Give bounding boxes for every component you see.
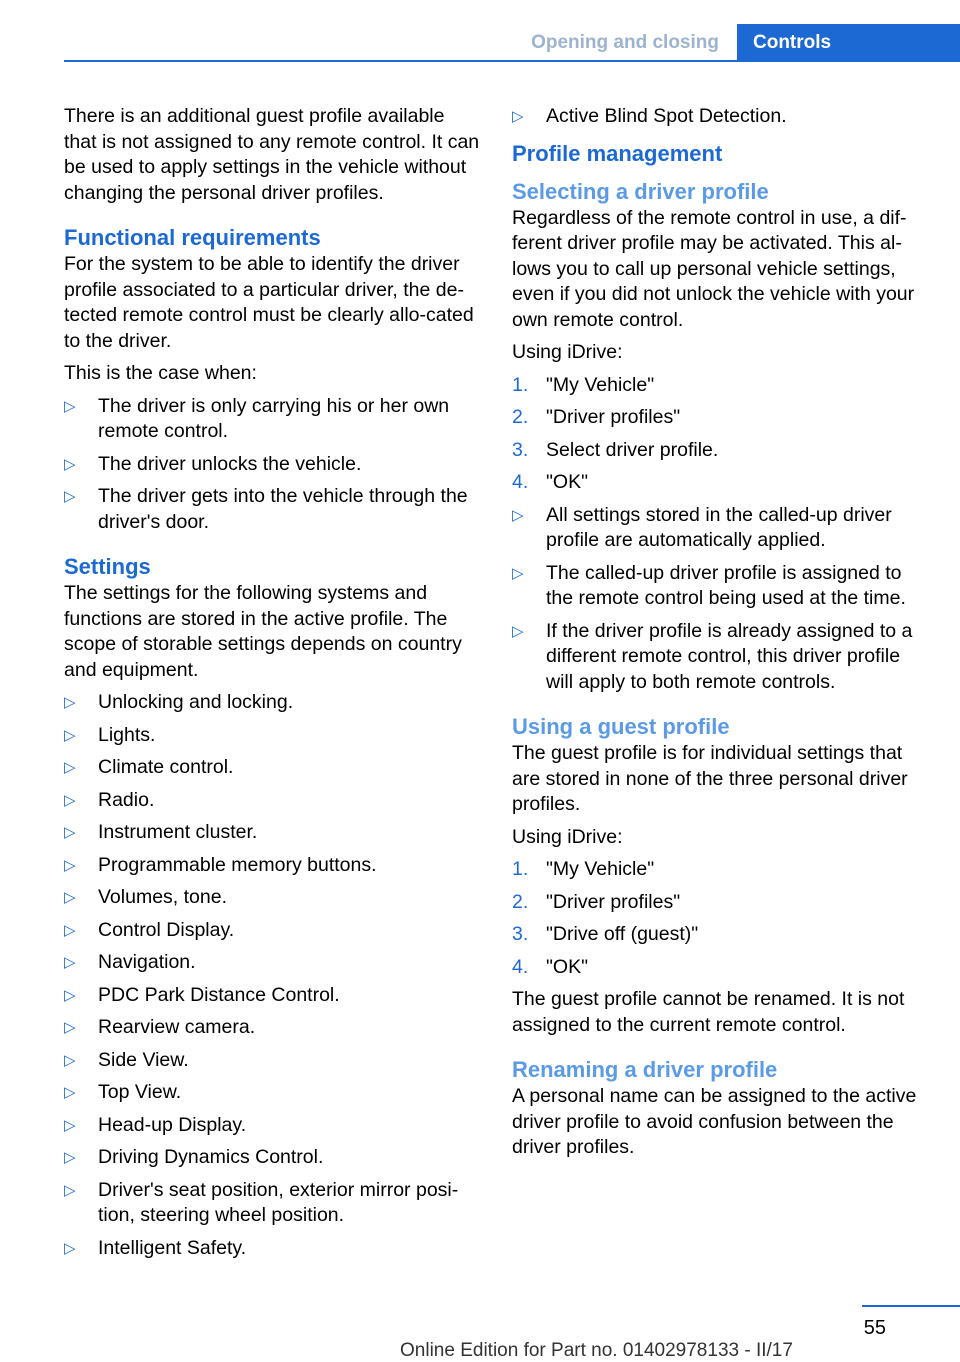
triangle-bullet-icon: ▷ [64,488,76,505]
triangle-bullet-icon: ▷ [64,726,76,744]
step-text: "Driver profiles" [546,406,681,428]
list-item-text: Control Display. [98,918,235,941]
list-item [64,788,482,814]
triangle-bullet-icon: ▷ [64,1051,76,1069]
step-item [512,955,928,981]
list-item [512,503,928,554]
triangle-bullet-icon: ▷ [64,1149,76,1166]
triangle-bullet-icon: ▷ [512,564,524,582]
section-title: Opening and closing [531,32,719,53]
triangle-bullet-icon: ▷ [64,791,76,809]
list-item [64,950,482,976]
list-item [64,1015,482,1041]
list-item-text: Active Blind Spot Detection. [546,105,787,127]
triangle-bullet-icon: ▷ [64,889,76,906]
triangle-bullet-icon: ▷ [64,759,76,776]
guest-profile-note: The guest profile cannot be renamed. It is not assigned to the current remote control. [512,988,905,1036]
step-number: 1. [512,858,529,880]
triangle-bullet-icon: ▷ [64,1019,76,1036]
step-text: "Drive off (guest)" [546,923,699,945]
list-item [64,1178,482,1229]
step-item [512,470,928,496]
list-item-text: Top View. [98,1081,182,1103]
list-item-text: PDC Park Distance Control. [98,983,340,1006]
triangle-bullet-icon: ▷ [64,824,76,841]
step-item [512,890,928,916]
list-item-text: The called-up driver profile is assigned to the remote control being used at the time. [546,561,906,609]
list-item [64,1236,482,1262]
step-number: 3. [512,438,529,461]
left-column [64,104,482,1268]
step-item [512,405,928,431]
triangle-bullet-icon: ▷ [512,622,524,640]
list-item-text: Volumes, tone. [98,886,227,908]
step-number: 3. [512,923,529,945]
page-number: 55 [863,1317,886,1339]
list-item-text: The driver unlocks the vehicle. [98,452,362,475]
settings-body: The settings for the following systems and functions are stored in the active profile. The scope of storable settings depends on country and equipment. [64,582,462,681]
step-text: Select driver profile. [546,438,719,461]
list-item [64,1048,482,1074]
list-item-text: If the driver profile is already assigned to a different remote control, this driver profile will apply to both remote controls. [546,619,913,693]
step-item [512,857,928,883]
list-item-text: Programmable memory buttons. [98,853,377,876]
list-item-text: Rearview camera. [98,1016,256,1038]
step-item [512,373,928,399]
step-text: "OK" [546,955,589,978]
list-item-text: Instrument cluster. [98,821,258,843]
list-item-text: Intelligent Safety. [98,1236,247,1259]
case-intro: This is the case when: [64,362,257,384]
list-item [64,918,482,944]
triangle-bullet-icon: ▷ [64,1084,76,1101]
renaming-body: A personal name can be assigned to the active driver profile to avoid confusion between the driver profiles. [512,1085,917,1158]
list-item [64,755,482,781]
list-item-text: Climate control. [98,756,234,778]
triangle-bullet-icon: ▷ [64,397,76,415]
list-item [64,1113,482,1139]
list-item [64,820,482,846]
list-item [512,561,928,612]
list-item [512,619,928,696]
page-header [0,24,960,62]
header-divider [64,60,960,62]
guest-profile-heading: Using a guest profile [512,714,730,739]
edition-note: Online Edition for Part no. 01402978133 - II/17 [400,1340,793,1361]
step-number: 1. [512,373,529,396]
selecting-body: Regardless of the remote control in use, a dif‐ferent driver profile may be activated. This al‐lows you to call up personal vehicle settings, even if you did not unlock the vehicle with your own remote control. [512,206,915,331]
list-item-text: Unlocking and locking. [98,691,294,713]
triangle-bullet-icon: ▷ [64,694,76,711]
list-item [64,723,482,749]
list-item [64,885,482,911]
step-text: "My Vehicle" [546,858,655,880]
triangle-bullet-icon: ▷ [64,954,76,971]
functional-requirements-heading: Functional requirements [64,225,321,250]
list-item-text: Radio. [98,788,155,811]
intro-paragraph: There is an additional guest profile available that is not assigned to any remote control. It can be used to apply settings in the vehicle without changing the personal driver profiles. [64,105,480,204]
step-text: "Driver profiles" [546,890,681,913]
triangle-bullet-icon: ▷ [64,921,76,939]
step-text: "OK" [546,471,589,493]
triangle-bullet-icon: ▷ [512,108,524,125]
footer-divider [862,1305,960,1307]
chapter-tab: Controls [737,24,960,62]
list-item-text: Navigation. [98,951,196,973]
triangle-bullet-icon: ▷ [512,506,524,524]
using-idrive-label: Using iDrive: [512,341,623,363]
selecting-driver-profile-heading: Selecting a driver profile [512,178,769,204]
triangle-bullet-icon: ▷ [64,1116,76,1134]
renaming-driver-profile-heading: Renaming a driver profile [512,1057,778,1082]
triangle-bullet-icon: ▷ [64,1239,76,1257]
list-item [64,690,482,716]
triangle-bullet-icon: ▷ [64,856,76,874]
step-number: 2. [512,890,529,913]
list-item-text: Lights. [98,723,156,746]
list-item [64,452,482,478]
list-item [64,394,482,445]
list-item [64,1080,482,1106]
settings-heading: Settings [64,554,151,579]
list-item [64,853,482,879]
profile-management-heading: Profile management [512,140,723,166]
list-item-text: Driving Dynamics Control. [98,1146,324,1168]
list-item [64,1145,482,1171]
step-number: 4. [512,471,529,493]
list-item-text: Driver's seat position, exterior mirror posi‐tion, steering wheel position. [98,1178,459,1226]
list-item-text: Side View. [98,1048,189,1071]
list-item [64,983,482,1009]
step-number: 2. [512,406,529,428]
guest-profile-body: The guest profile is for individual settings that are stored in none of the three personal driver profiles. [512,742,908,815]
list-item-text: All settings stored in the called-up driver profile are automatically applied. [546,503,892,551]
triangle-bullet-icon: ▷ [64,455,76,473]
list-item-text: Head-up Display. [98,1113,247,1136]
step-number: 4. [512,955,529,978]
list-item-text: The driver gets into the vehicle through the driver's door. [98,485,468,533]
list-item [512,104,928,130]
triangle-bullet-icon: ▷ [64,986,76,1004]
using-idrive-label: Using iDrive: [512,825,623,848]
functional-requirements-body: For the system to be able to identify the driver profile associated to a particular driver, the de‐tected remote control must be clearly allo‐cated to the driver. [64,253,474,352]
right-column [512,104,928,1168]
list-item [64,484,482,535]
triangle-bullet-icon: ▷ [64,1181,76,1199]
step-item [512,438,928,464]
list-item-text: The driver is only carrying his or her own remote control. [98,394,450,442]
step-text: "My Vehicle" [546,373,655,396]
step-item [512,922,928,948]
